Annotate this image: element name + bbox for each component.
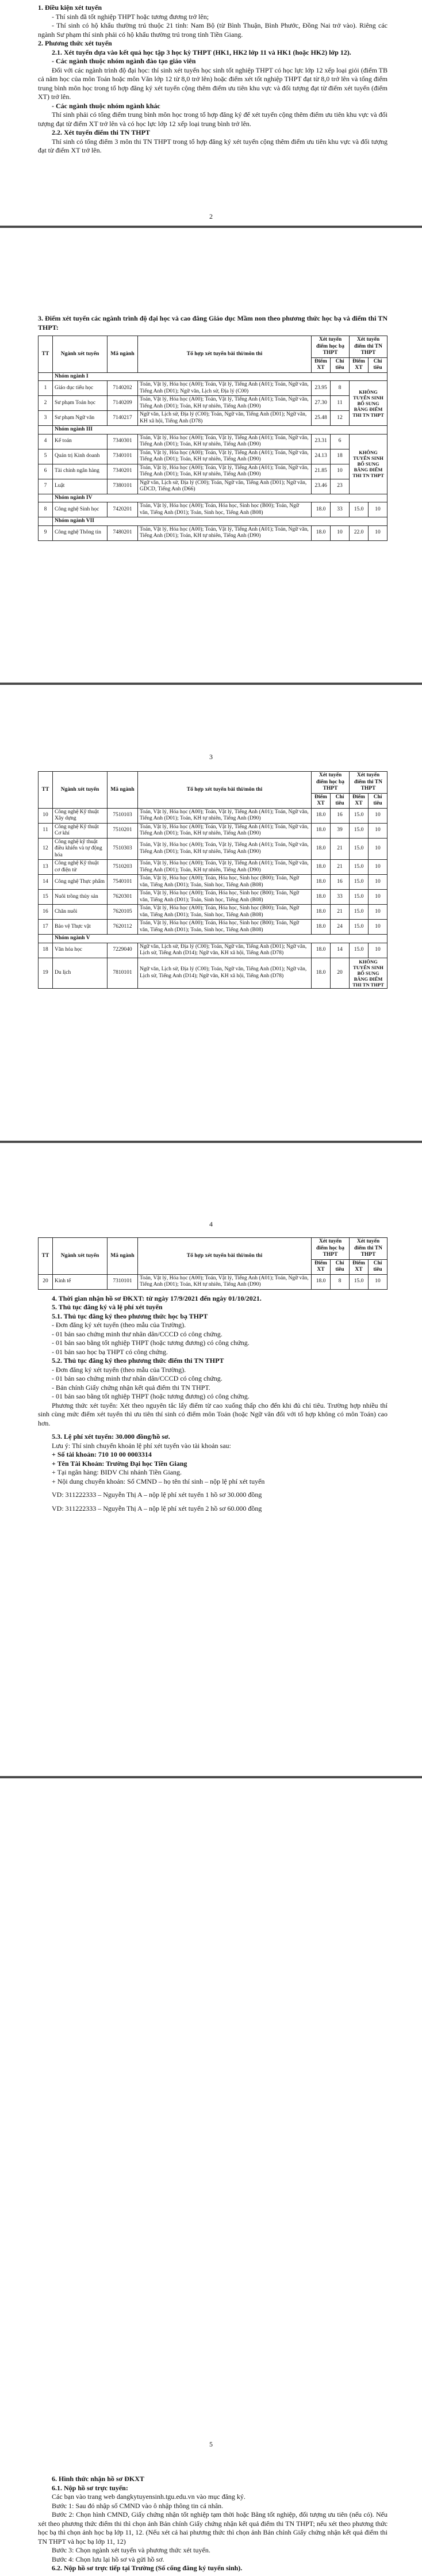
table-row: 7 Luật 7380101 Ngữ văn, Lịch sử, Địa lý (C00); Toán, Ngữ văn, Tiếng Anh (D01); Ngữ văn, GDCD, Tiếng Anh (D66) 23.46 23: [39, 479, 388, 494]
paragraph: Thí sinh có tổng điểm 3 môn thi TN THPT trong tổ hợp đăng ký xét tuyển cộng thêm điểm ưu tiên khu vực và đối tượng đạt từ điểm XT trở lên.: [38, 137, 388, 154]
col-hb-ct: Chỉ tiêu: [331, 357, 350, 372]
fee-heading: 5.3. Lệ phí xét tuyển: 30.000 đồng/hồ sơ.: [52, 1432, 170, 1441]
table-row: 10 Công nghệ Kỹ thuật Xây dựng 7510103 Toán, Vật lý, Hóa học (A00); Toán, Vật lý, Tiếng Anh (A01); Toán, Ngữ văn, Tiếng Anh (D01); Toán, KH tự nhiên, Tiếng Anh (D90) 18.0 16 15.0 10: [39, 808, 388, 823]
table-row: 14 Công nghệ Thực phẩm 7540101 Toán, Vật lý, Hóa học (A00); Toán, Hóa học, Sinh học (B00); Toán, Ngữ văn, Tiếng Anh (D01); Toán, Sinh học, Tiếng Anh (B08) 18.0 16 15.0 10: [39, 875, 388, 890]
table-row: 2 Sư phạm Toán học 7140209 Toán, Vật lý, Hóa học (A00); Toán, Vật lý, Tiếng Anh (A01); Toán, Ngữ văn, Tiếng Anh (D01); Toán, KH tự nhiên, Tiếng Anh (D90) 27.30 11: [39, 396, 388, 411]
heading-2-1: 2.1. Xét tuyển dựa vào kết quả học tập 3 học kỳ THPT (HK1, HK2 lớp 11 và HK1 (hoặc HK2) lớp 12).: [52, 48, 351, 56]
table-row: 18 Văn hóa học 7229040 Ngữ văn, Lịch sử, Địa lý (C00); Toán, Ngữ văn, Tiếng Anh (D01); Ngữ văn, Lịch sử, Tiếng Anh (D14); Ngữ văn, KH xã hội, Tiếng Anh (D78) 18.0 14 15.0 10: [39, 943, 388, 958]
group-row: Nhóm ngành I: [53, 372, 388, 381]
page-number: 5: [209, 2440, 213, 2448]
paragraph: - Thí sinh có hộ khẩu thường trú thuộc 21 tỉnh: Nam Bộ (từ Bình Thuận, Bình Phước, Đồng Nai trở vào). Riêng các ngành Sư phạm thí sinh phải có hộ khẩu thường trú trong tỉnh Tiền Giang.: [38, 21, 388, 39]
paragraph: Thí sinh phải có tổng điểm trung bình môn học trong tổ hợp đăng ký để xét tuyển cộng thêm điểm ưu tiên khu vực và đối tượng đạt từ điểm XT trở lên và có học lực lớp 12 xếp loại trung bình trở lên.: [38, 110, 388, 128]
group-row: Nhóm ngành V: [53, 935, 388, 943]
heading-conditions: 1. Điều kiện xét tuyển: [38, 3, 102, 12]
time-heading: 4. Thời gian nhận hồ sơ ĐKXT: từ ngày 17/9/2021 đến ngày 01/10/2021.: [52, 1294, 262, 1302]
table-row: 20 Kinh tế 7310101 Toán, Vật lý, Hóa học (A00); Toán, Vật lý, Tiếng Anh (A01); Toán, Ngữ văn, Tiếng Anh (D01); Toán, KH tự nhiên, Tiếng Anh (D90) 18.0 8 15.0 10: [39, 1274, 388, 1289]
table-row: 8 Công nghệ Sinh học 7420201 Toán, Vật lý, Hóa học (A00); Toán, Hóa học, Sinh học (B00); Toán, Ngữ văn, Tiếng Anh (D01); Toán, Sinh học, Tiếng Anh (B08) 18.0 33 15.0 10: [39, 502, 388, 517]
table-row: 5 Quản trị Kinh doanh 7340101 Toán, Vật lý, Hóa học (A00); Toán, Vật lý, Tiếng Anh (A01); Toán, Ngữ văn, Tiếng Anh (D01); Toán, KH tự nhiên, Tiếng Anh (D90) 24.13 18: [39, 449, 388, 464]
admission-table-2: TT Ngành xét tuyển Mã ngành Tổ hợp xét tuyển bài thi/môn thi Xét tuyển điểm học bạ THPT Xét tuyển điểm thi TN THPT Điểm XT Chỉ tiêu Điểm XT Chỉ tiêu 10 Công nghệ Kỹ thuật Xây dựng 7510103 Toán, Vật lý, Hóa học (A00); Toán, Vật lý, Tiếng Anh (A01); Toán, Ngữ văn, Tiếng Anh (D01); Toán, KH tự nhiên, Tiếng Anh (D90) 18.0 16 15.0 10 11 Công nghệ Kỹ thuật Cơ khí 7510201 Toán, Vật lý, Hóa học (A00); Toán, Vật lý, Tiếng Anh (A01); Toán, Ngữ văn, Tiếng Anh (D01); Toán, KH tự nhiên, Tiếng Anh (D90) 18.0 39 15.0 10 12 Công nghệ kỹ thuật điều khiển và tự động hóa 7510303 Toán, Vật lý, Hóa học (A00); Toán, Vật lý, Tiếng Anh (A01); Toán, Ngữ văn, Tiếng Anh (D01); Toán, KH tự nhiên, Tiếng Anh (D90) 18.0 21 15.0 10 13 Công nghệ Kỹ thuật cơ điện tử 7510203 Toán, Vật lý, Hóa học (A00); Toán, Vật lý, Tiếng Anh (A01); Toán, Ngữ văn, Tiếng Anh (D01); Toán, KH tự nhiên, Tiếng Anh (D90) 18.0 21 15.0 10 14 Công nghệ Thực phẩm 7540101 Toán, Vật lý, Hóa học (A00); Toán, Hóa học, Sinh học (B00); Toán, Ngữ văn, Tiếng Anh (D01); Toán, Sinh học, Tiếng Anh (B08) 18.0 16 15.0 10 15 Nuôi trồng thủy sản 7620301 Toán, Vật lý, Hóa học (A00); Toán, Hóa học, Sinh học (B00); Toán, Ngữ văn, Tiếng Anh (D01); Toán, Sinh học, Tiếng Anh (B08) 18.0 33 15.0 10 16 Chăn nuôi 7620105 Toán, Vật lý, Hóa học (A00); Toán, Hóa học, Sinh học (B00); Toán, Ngữ văn, Tiếng Anh (D01); Toán, Sinh học, Tiếng Anh (B08) 18.0 21 15.0 10 17 Bảo vệ Thực vật 7620112 Toán, Vật lý, Hóa học (A00); Toán, Hóa học, Sinh học (B00); Toán, Ngữ văn, Tiếng Anh (D01); Toán, Sinh học, Tiếng Anh (B08) 18.0 24 15.0 10 Nhóm ngành V 18 Văn hóa học 7229040 Ngữ văn, Lịch sử, Địa lý (C00); Toán, Ngữ văn, Tiếng Anh (D01); Ngữ văn, Lịch sử, Tiếng Anh (D14); Ngữ văn, KH xã hội, Tiếng Anh (D78) 18.0 14 15.0 10 19 Du lịch 7810101 Ngữ văn, Lịch sử, Địa lý (C00); Toán, Ngữ văn, Tiếng Anh (D01); Ngữ văn, Lịch sử, Tiếng Anh (D14); Ngữ văn, KH xã hội, Tiếng Anh (D78) 18.0 20 KHÔNG TUYỂN SINH BỔ SUNG BẰNG ĐIỂM THI TN THPT: [38, 771, 388, 989]
col-code: Mã ngành: [108, 336, 138, 373]
in-person-heading: 6.2. Nộp hồ sơ trực tiếp tại Trường (Số cổng đăng ký tuyển sinh).: [52, 2564, 243, 2572]
table-row: 12 Công nghệ kỹ thuật điều khiển và tự động hóa 7510303 Toán, Vật lý, Hóa học (A00); Toán, Vật lý, Tiếng Anh (A01); Toán, Ngữ văn, Tiếng Anh (D01); Toán, KH tự nhiên, Tiếng Anh (D90) 18.0 21 15.0 10: [39, 838, 388, 860]
group-row: Nhóm ngành VII: [53, 517, 388, 526]
col-tn-ct: Chỉ tiêu: [369, 357, 388, 372]
procedure-5-2: 5.2. Thủ tục đăng ký theo phương thức điểm thi TN THPT: [52, 1356, 224, 1365]
document-page-2: [0, 228, 422, 683]
submission-heading: 6. Hình thức nhận hồ sơ ĐKXT: [52, 2475, 144, 2483]
table-row: 19 Du lịch 7810101 Ngữ văn, Lịch sử, Địa lý (C00); Toán, Ngữ văn, Tiếng Anh (D01); Ngữ văn, Lịch sử, Tiếng Anh (D14); Ngữ văn, KH xã hội, Tiếng Anh (D78) 18.0 20 KHÔNG TUYỂN SINH BỔ SUNG BẰNG ĐIỂM THI TN THPT: [39, 958, 388, 988]
procedure-heading: 5. Thủ tục đăng ký và lệ phí xét tuyển: [52, 1303, 163, 1311]
group-row: Nhóm ngành IV: [53, 494, 388, 502]
table-row: 1 Giáo dục tiểu học 7140202 Toán, Vật lý, Hóa học (A00); Toán, Vật lý, Tiếng Anh (A01); Toán, Ngữ văn, Tiếng Anh (D01); Ngữ văn, Lịch sử, Địa lý (C00) 23.95 8 KHÔNG TUYỂN SINH BỔ SUNG BẰNG ĐIỂM THI TN THPT: [39, 381, 388, 396]
table-row: 6 Tài chính ngân hàng 7340201 Toán, Vật lý, Hóa học (A00); Toán, Vật lý, Tiếng Anh (A01); Toán, Ngữ văn, Tiếng Anh (D01); Toán, KH tự nhiên, Tiếng Anh (D90) 21.85 10: [39, 464, 388, 479]
table-row: 4 Kế toán 7340301 Toán, Vật lý, Hóa học (A00); Toán, Vật lý, Tiếng Anh (A01); Toán, Ngữ văn, Tiếng Anh (D01); Toán, KH tự nhiên, Tiếng Anh (D90) 23.31 6 KHÔNG TUYỂN SINH BỔ SUNG BẰNG ĐIỂM THI TN THPT: [39, 434, 388, 449]
table-row: 13 Công nghệ Kỹ thuật cơ điện tử 7510203 Toán, Vật lý, Hóa học (A00); Toán, Vật lý, Tiếng Anh (A01); Toán, Ngữ văn, Tiếng Anh (D01); Toán, KH tự nhiên, Tiếng Anh (D90) 18.0 21 15.0 10: [39, 860, 388, 875]
table-row: 15 Nuôi trồng thủy sản 7620301 Toán, Vật lý, Hóa học (A00); Toán, Hóa học, Sinh học (B00); Toán, Ngữ văn, Tiếng Anh (D01); Toán, Sinh học, Tiếng Anh (B08) 18.0 33 15.0 10: [39, 890, 388, 905]
online-heading: 6.1. Nộp hồ sơ trực tuyến:: [52, 2483, 128, 2492]
table-row: 9 Công nghệ Thông tin 7480201 Toán, Vật lý, Hóa học (A00); Toán, Vật lý, Tiếng Anh (A01); Toán, Ngữ văn, Tiếng Anh (D01); Toán, KH tự nhiên, Tiếng Anh (D90) 18.0 10 22.0 10: [39, 525, 388, 540]
col-tn-xt: Điểm XT: [350, 357, 369, 372]
col-hb-xt: Điểm XT: [312, 357, 331, 372]
heading-2-2: 2.2. Xét tuyển điểm thi TN THPT: [52, 128, 150, 136]
heading-methods: 2. Phương thức xét tuyển: [38, 39, 112, 47]
document-page-3: [0, 685, 422, 1141]
no-supplement-note: KHÔNG TUYỂN SINH BỔ SUNG BẰNG ĐIỂM THI TN THPT: [350, 958, 388, 988]
col-tt: TT: [39, 336, 53, 373]
admission-table-3: TT Ngành xét tuyển Mã ngành Tổ hợp xét tuyển bài thi/môn thi Xét tuyển điểm học bạ THPT Xét tuyển điểm thi TN THPT Điểm XT Chỉ tiêu Điểm XT Chỉ tiêu 20 Kinh tế 7310101 Toán, Vật lý, Hóa học (A00); Toán, Vật lý, Tiếng Anh (A01); Toán, Ngữ văn, Tiếng Anh (D01); Toán, KH tự nhiên, Tiếng Anh (D90) 18.0 8 15.0 10: [38, 1237, 388, 1290]
document-page-4: 4 TT Ngành xét tuyển Mã ngành Tổ hợp xét tuyển bài thi/môn thi Xét tuyển điểm học bạ THPT Xét tuyển điểm thi TN THPT Điểm XT Chỉ tiêu Điểm XT Chỉ tiêu 20 Kinh tế 7310101 Toán, Vật lý, Hóa học (A00); Toán, Vật lý, Tiếng Anh (A01); Toán, Ngữ văn, Tiếng Anh (D01); Toán, KH tự nhiên, Tiếng Anh (D90) 18.0 8 15.0 10 4. Thời gian nhận hồ sơ ĐKXT: từ ngày 17/9/2021 đến ngày 01/10/2021. 5. Thủ tục đăng ký và lệ phí xét tuyển 5.1. Thủ tục đăng ký theo phương thức học bạ THPT - Đơn đăng ký xét tuyển (theo mẫu của Trường). - 01 bản sao chứng minh thư nhân dân/CCCD có công chứng. - 01 bản sao bằng tốt nghiệp THPT (hoặc tương đương) có công chứng. - 01 bản sao học bạ THPT có công chứng. 5.2. Thủ tục đăng ký theo phương thức điểm thi TN THPT - Đơn đăng ký xét tuyển (theo mẫu của Trường). - 01 bản sao chứng minh thư nhân dân/CCCD có công chứng. - Bản chính Giấy chứng nhận kết quả điểm thi TN THPT. - 01 bản sao bằng tốt nghiệp THPT (hoặc tương đương) có công chứng. Phương thức xét tuyển: Xét theo nguyên tắc lấy điểm từ cao xuống thấp cho đến khi đủ chỉ tiêu. Trường hợp nhiều thí sinh cùng mức điểm xét tuyển thì ưu tiên thí sinh có điểm môn Toán (hoặc Ngữ văn đối với tổ hợp không có môn Toán) cao hơn. 5.3. Lệ phí xét tuyển: 30.000 đồng/hồ sơ. Lưu ý: Thí sinh chuyển khoản lệ phí xét tuyển vào tài khoản sau: + Số tài khoản: 710 10 00 0003314 + Tên Tài Khoản: Trường Đại học Tiền Giang + Tại ngân hàng: BIDV Chi nhánh Tiền Giang. + Nội dung chuyển khoản: Số CMND – họ tên thí sinh – nộp lệ phí xét tuyển VD: 311222333 – Nguyễn Thị A – nộp lệ phí xét tuyển 1 hồ sơ 30.000 đồng VD: 311222333 – Nguyễn Thị A – nộp lệ phí xét tuyển 2 hồ sơ 60.000 đồng: [0, 1143, 422, 1776]
table-row: 11 Công nghệ Kỹ thuật Cơ khí 7510201 Toán, Vật lý, Hóa học (A00); Toán, Vật lý, Tiếng Anh (A01); Toán, Ngữ văn, Tiếng Anh (D01); Toán, KH tự nhiên, Tiếng Anh (D90) 18.0 39 15.0 10: [39, 823, 388, 838]
procedure-5-1: 5.1. Thủ tục đăng ký theo phương thức học bạ THPT: [52, 1312, 208, 1320]
table-row: 3 Sư phạm Ngữ văn 7140217 Ngữ văn, Lịch sử, Địa lý (C00); Toán, Ngữ văn, Tiếng Anh (D01); Ngữ văn, KH xã hội, Tiếng Anh (D78) 25.48 12: [39, 411, 388, 426]
col-tn: Xét tuyển điểm thi TN THPT: [350, 336, 388, 358]
document-page-1: [0, 0, 422, 226]
document-page-5: 5 6. Hình thức nhận hồ sơ ĐKXT 6.1. Nộp hồ sơ trực tuyến: Các bạn vào trang web dangkytuyensinh.tgu.edu.vn vào mục đăng ký. Bước 1: Sau đó nhập số CMND vào ô nhập thông tin cá nhân. Bước 2: Chọn hình CMND, Giấy chứng nhận tốt nghiệp tạm thời hoặc Bằng tốt nghiệp, đối tượng ưu tiên (nếu có). Nếu xét theo phương thức điểm thi thì chọn ảnh Bản chính Giấy chứng nhận kết quả điểm thi TN THPT; nếu xét theo phương thức học bạ thì chọn ảnh học bạ lớp 11, 12. (Nếu xét cả hai phương thức thì chọn ảnh Bản chính Giấy chứng nhận kết quả điểm thi TN THPT và học bạ lớp 11, 12) Bước 3: Chọn ngành xét tuyển và phương thức xét tuyển. Bước 4: Chọn lưu lại hồ sơ và gửi hồ sơ. 6.2. Nộp hồ sơ trực tiếp tại Trường (Số cổng đăng ký tuyển sinh).: [0, 1778, 422, 2576]
paragraph: Đối với các ngành trình độ đại học: thí sinh xét tuyển học sinh tốt nghiệp THPT có học lực lớp 12 xếp loại giỏi (điểm TB cả năm học của môn Toán hoặc môn Văn lớp 12 từ 8,0 trở lên) hoặc điểm xét tốt nghiệp THPT đạt từ 8,0 trở lên và tổng điểm trung bình môn học trong tổ hợp đăng ký xét tuyển cộng thêm điểm ưu tiên khu vực và đối tượng đạt từ điểm xét tuyển (điểm XT) trở lên.: [38, 66, 388, 101]
account-number: + Số tài khoản: 710 10 00 0003314: [52, 1450, 152, 1458]
account-name: + Tên Tài Khoản: Trường Đại học Tiền Giang: [52, 1459, 187, 1468]
page-number: 2: [209, 212, 213, 220]
col-hocba: Xét tuyển điểm học bạ THPT: [312, 336, 350, 358]
admission-table-1: [38, 336, 388, 541]
group-row: Nhóm ngành III: [53, 426, 388, 435]
table-row: 16 Chăn nuôi 7620105 Toán, Vật lý, Hóa học (A00); Toán, Hóa học, Sinh học (B00); Toán, Ngữ văn, Tiếng Anh (D01); Toán, Sinh học, Tiếng Anh (B08) 18.0 21 15.0 10: [39, 905, 388, 920]
page-number: 3: [209, 753, 213, 761]
table-row: 17 Bảo vệ Thực vật 7620112 Toán, Vật lý, Hóa học (A00); Toán, Hóa học, Sinh học (B00); Toán, Ngữ văn, Tiếng Anh (D01); Toán, Sinh học, Tiếng Anh (B08) 18.0 24 15.0 10: [39, 920, 388, 935]
col-combo: Tổ hợp xét tuyển bài thi/môn thi: [138, 336, 312, 373]
page-number: 4: [209, 1220, 213, 1228]
paragraph: - Thí sinh đã tốt nghiệp THPT hoặc tương đương trở lên;: [52, 12, 209, 21]
no-supplement-note: KHÔNG TUYỂN SINH BỔ SUNG BẰNG ĐIỂM THI TN THPT: [350, 381, 388, 426]
col-major: Ngành xét tuyển: [53, 336, 108, 373]
subheading-teacher: - Các ngành thuộc nhóm ngành đào tạo giáo viên: [52, 57, 196, 65]
no-supplement-note: KHÔNG TUYỂN SINH BỔ SUNG BẰNG ĐIỂM THI TN THPT: [350, 434, 388, 494]
section-title: 3. Điểm xét tuyển các ngành trình độ đại học và cao đẳng Giáo dục Mầm non theo phương thức học bạ và điểm thi TN THPT:: [38, 314, 388, 331]
subheading-other: - Các ngành thuộc nhóm ngành khác: [52, 101, 160, 110]
